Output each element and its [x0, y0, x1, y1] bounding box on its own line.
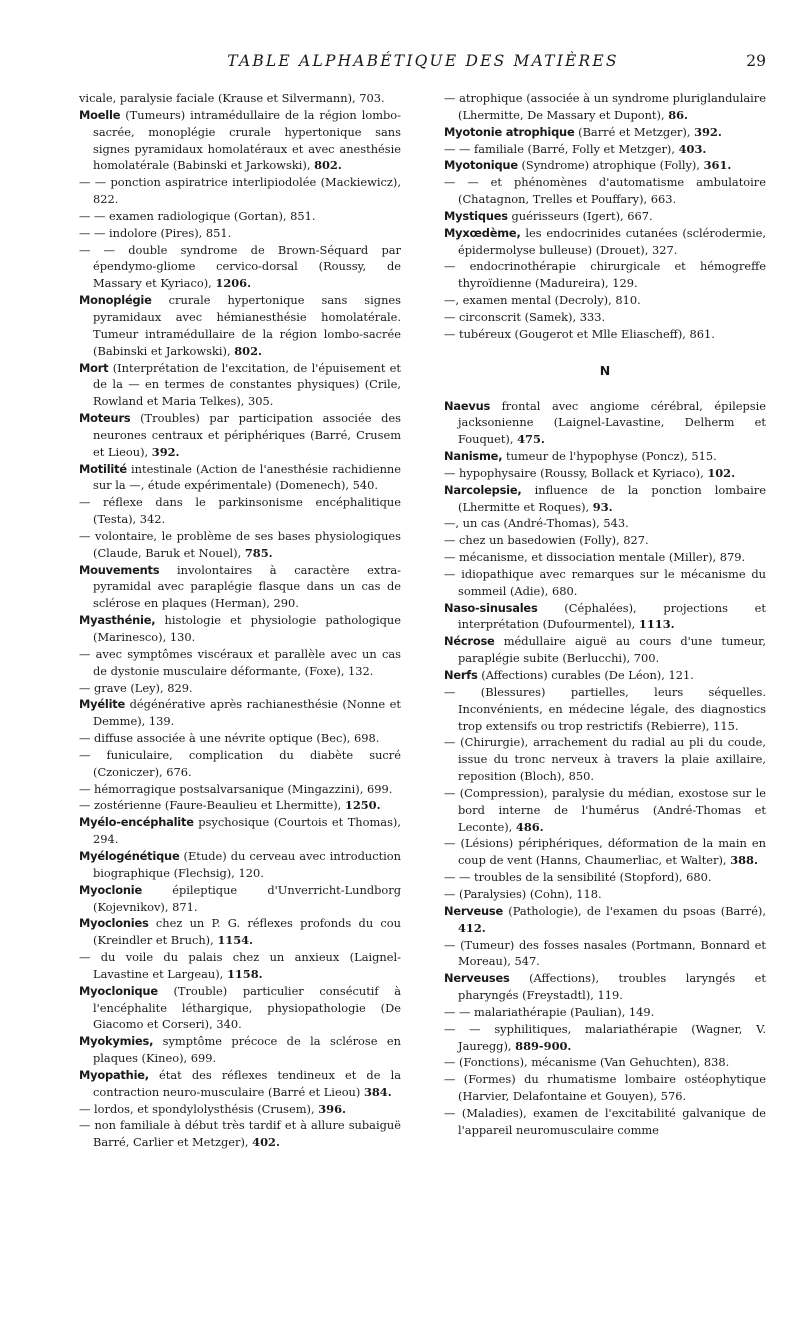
- entry-page-ref: 361.: [703, 158, 732, 173]
- entry-text: — funiculaire, complication du diabète sucré (Czoniczer), 676.: [79, 747, 401, 779]
- entry-text: — diffuse associée à une névrite optique (Bec), 698.: [79, 731, 380, 746]
- entry-text: psychosique (Courtois et Thomas), 294.: [93, 815, 401, 847]
- entry-headword: Narcolepsie,: [444, 482, 522, 497]
- entry-page-ref: 475.: [517, 432, 545, 447]
- index-entry: [79, 730, 401, 747]
- index-entry: [444, 869, 766, 886]
- index-entry: [79, 646, 401, 680]
- entry-text: — circonscrit (Samek), 333.: [444, 309, 606, 324]
- page-title: TABLE ALPHABÉTIQUE DES MATIÈRES: [227, 52, 619, 70]
- entry-headword: Mystiques: [444, 208, 508, 223]
- entry-headword: Nanisme,: [444, 449, 503, 464]
- entry-text: guérisseurs (Igert), 667.: [507, 208, 653, 223]
- entry-text: dégénérative après rachianesthésie (Nonne et Demme), 139.: [93, 697, 401, 729]
- entry-text: symptôme précoce de la sclérose en plaques (Kineo), 699.: [93, 1034, 401, 1066]
- entry-headword: Myasthénie,: [79, 613, 156, 628]
- entry-page-ref: 93.: [592, 499, 613, 514]
- index-entry: [444, 886, 766, 903]
- index-entry: [79, 915, 401, 949]
- entry-text: — chez un basedowien (Folly), 827.: [444, 533, 649, 548]
- entry-page-ref: 1158.: [226, 966, 263, 981]
- entry-text: frontal avec angiome cérébral, épilepsie jacksonienne (Laignel-Lavastine, Delherm et Fouquet),: [458, 398, 766, 447]
- entry-text: — (Blessures) partielles, leurs séquelles. Inconvénients, en médecine légale, des diagnostics trop extensifs ou trop restrictifs (Rebierre), 115.: [444, 684, 766, 733]
- index-entry: [444, 292, 766, 309]
- entry-text: (Trouble) particulier consécutif à l'encéphalite léthargique, physiopathologie (De Giacomo et Corseri), 340.: [93, 983, 401, 1032]
- index-entry: [444, 970, 766, 1004]
- entry-headword: Mouvements: [79, 562, 160, 577]
- entry-text: — grave (Ley), 829.: [79, 680, 193, 695]
- index-entry: [444, 1004, 766, 1021]
- entry-page-ref: 1154.: [217, 933, 254, 948]
- entry-text: intestinale (Action de l'anesthésie rachidienne sur la —, étude expérimentale) (Domenech), 540.: [93, 461, 401, 493]
- entry-text: — (Maladies), examen de l'excitabilité galvanique de l'appareil neuromusculaire comme: [444, 1105, 766, 1137]
- entry-headword: Mort: [79, 360, 109, 375]
- entry-headword: Nerveuses: [444, 971, 510, 986]
- index-entry: [79, 461, 401, 495]
- entry-text: chez un P. G. réflexes profonds du cou (Kreindler et Bruch),: [93, 916, 401, 948]
- entry-text: — réflexe dans le parkinsonisme encéphalitique (Testa), 342.: [79, 495, 401, 527]
- entry-headword: Nerfs: [444, 668, 478, 682]
- index-entry: [444, 465, 766, 482]
- index-entry: [444, 482, 766, 516]
- index-entry: [79, 882, 401, 916]
- index-entry: [444, 600, 766, 634]
- index-entry: [79, 90, 401, 107]
- index-entry: [444, 532, 766, 549]
- entry-text: — — ponction aspiratrice interlipiodolée (Mackiewicz), 822.: [79, 175, 401, 207]
- entry-text: (Etude) du cerveau avec introduction biographique (Flechsig), 120.: [93, 848, 401, 880]
- index-entry: [79, 781, 401, 798]
- index-entry: [79, 410, 401, 461]
- entry-headword: Nerveuse: [444, 903, 504, 918]
- entry-text: — du voile du palais chez un anxieux (Laignel-Lavastine et Largeau),: [79, 950, 401, 981]
- entry-page-ref: 785.: [244, 545, 273, 560]
- entry-text: (Affections) curables (De Léon), 121.: [477, 668, 694, 682]
- entry-text: — (Formes) du rhumatisme lombaire ostéophytique (Harvier, Delafontaine et Gouyen), 576.: [444, 1072, 766, 1104]
- entry-headword: Myélogénétique: [79, 848, 180, 863]
- entry-page-ref: 396.: [318, 1101, 346, 1116]
- entry-text: (Céphalées), projections et interprétation (Dufourmentel),: [458, 600, 766, 632]
- index-entry: [79, 612, 401, 646]
- entry-text: — (Chirurgie), arrachement du radial au pli du coude, issue du tronc nerveux à travers la plaie axillaire, reposition (Bloch), 850.: [444, 735, 766, 784]
- index-entry: [444, 1071, 766, 1105]
- index-entry: [79, 1067, 401, 1101]
- entry-text: (Interprétation de l'excitation, de l'épuisement et de la — en termes de constantes physiques) (Crile, Rowland et Maria Telkes), 305.: [93, 360, 401, 409]
- entry-text: — — et phénomènes d'automatisme ambulatoire (Chatagnon, Trelles et Pouffary), 663.: [444, 175, 766, 207]
- entry-page-ref: 102.: [707, 465, 736, 480]
- entry-text: involontaires à caractère extra-pyramidal avec paraplégie flasque dans un cas de sclérose en plaques (Herman), 290.: [93, 562, 401, 611]
- entry-page-ref: 402.: [252, 1135, 280, 1150]
- entry-page-ref: 384.: [363, 1084, 392, 1099]
- index-entry: [79, 292, 401, 359]
- index-entry: [444, 903, 766, 937]
- index-entry: [444, 785, 766, 836]
- entry-headword: Moteurs: [79, 411, 131, 426]
- index-entry: [79, 225, 401, 242]
- index-entry: [444, 515, 766, 532]
- index-entry: [444, 633, 766, 667]
- entry-text: — (Paralysies) (Cohn), 118.: [444, 886, 602, 901]
- entry-text: — — familiale (Barré, Folly et Metzger),: [444, 141, 679, 156]
- page-number: 29: [746, 52, 766, 70]
- entry-text: (Syndrome) atrophique (Folly),: [517, 158, 704, 173]
- entry-page-ref: 412.: [458, 920, 486, 935]
- index-column-right: [444, 90, 766, 1139]
- entry-text: (Affections), troubles laryngés et pharyngés (Freystadtl), 119.: [458, 971, 766, 1003]
- index-entry: [444, 90, 766, 124]
- entry-page-ref: 403.: [678, 141, 707, 156]
- index-entry: [444, 734, 766, 785]
- index-entry: [444, 1105, 766, 1139]
- entry-page-ref: 802.: [234, 343, 262, 358]
- entry-text: — — examen radiologique (Gortan), 851.: [79, 208, 316, 223]
- entry-headword: Moelle: [79, 107, 121, 122]
- index-entry: [79, 696, 401, 730]
- index-entry: [444, 835, 766, 869]
- index-entry: [444, 124, 766, 141]
- index-entry: [444, 1021, 766, 1055]
- entry-text: crurale hypertonique sans signes pyramidaux avec hémianesthésie homolatérale. Tumeur intramédullaire de la région lombo-sacrée (Babinski et Jarkowski),: [93, 293, 401, 358]
- entry-headword: Naso-sinusales: [444, 600, 538, 615]
- index-entry: [444, 566, 766, 600]
- index-entry: [444, 448, 766, 465]
- index-entry: [444, 141, 766, 158]
- entry-page-ref: 889-900.: [515, 1038, 572, 1053]
- entry-headword: Myélo-encéphalite: [79, 815, 194, 830]
- entry-headword: Monoplégie: [79, 293, 152, 308]
- entry-text: —, un cas (André-Thomas), 543.: [444, 516, 629, 531]
- entry-text: histologie et physiologie pathologique (Marinesco), 130.: [93, 613, 401, 644]
- index-column-left: [79, 90, 401, 1151]
- index-entry: [444, 937, 766, 971]
- entry-page-ref: 392.: [694, 124, 722, 139]
- index-entry: [79, 1117, 401, 1151]
- entry-text: — tubéreux (Gougerot et Mlle Eliascheff), 861.: [444, 326, 715, 341]
- index-entry: [79, 949, 401, 983]
- page-header: [80, 52, 766, 76]
- entry-text: (Troubles) par participation associée des neurones centraux et périphériques (Barré, Crusem et Lieou),: [93, 411, 401, 459]
- index-entry: [444, 208, 766, 225]
- index-entry: [444, 667, 766, 684]
- entry-text: les endocrinides cutanées (sclérodermie, épidermolyse bulleuse) (Drouet), 327.: [458, 225, 766, 257]
- index-entry: [79, 562, 401, 613]
- entry-text: (Tumeurs) intramédullaire de la région lombo-sacrée, monoplégie crurale hypertonique sans signes pyramidaux homolatéraux et avec anesthésie homolatérale (Babinski et Jarkowski),: [93, 107, 401, 173]
- index-entry: [79, 107, 401, 174]
- index-entry: [79, 814, 401, 848]
- index-entry: [444, 309, 766, 326]
- entry-text: — avec symptômes viscéraux et parallèle avec un cas de dystonie musculaire déformante, (Foxe), 132.: [79, 646, 401, 678]
- index-entry: [444, 225, 766, 259]
- index-entry: [79, 208, 401, 225]
- entry-page-ref: 486.: [515, 819, 544, 834]
- index-entry: [79, 360, 401, 411]
- entry-text: — hémorragique postsalvarsanique (Mingazzini), 699.: [79, 781, 393, 796]
- entry-page-ref: 86.: [668, 107, 689, 122]
- index-entry: [79, 1101, 401, 1118]
- entry-text: — atrophique (associée à un syndrome pluriglandulaire (Lhermitte, De Massary et Dupont),: [444, 91, 766, 122]
- entry-text: — hypophysaire (Roussy, Bollack et Kyriaco),: [444, 465, 708, 480]
- index-entry: [444, 326, 766, 343]
- entry-text: — — double syndrome de Brown-Séquard par épendymo-gliome cervico-dorsal (Roussy, de Massary et Kyriaco),: [79, 242, 401, 291]
- entry-page-ref: 392.: [151, 444, 180, 459]
- entry-text: — volontaire, le problème de ses bases physiologiques (Claude, Baruk et Nouel),: [79, 528, 401, 560]
- entry-text: — (Lésions) périphériques, déformation de la main en coup de vent (Hanns, Chaumerliac, et Walter),: [444, 836, 766, 868]
- index-entry: [444, 258, 766, 292]
- entry-headword: Motilité: [79, 461, 127, 476]
- entry-text: médullaire aiguë au cours d'une tumeur, paraplégie subite (Berlucchi), 700.: [458, 634, 766, 666]
- index-entry: [79, 747, 401, 781]
- index-entry: [79, 494, 401, 528]
- entry-text: état des réflexes tendineux et de la contraction neuro-musculaire (Barré et Lieou): [93, 1067, 401, 1099]
- entry-headword: Myxœdème,: [444, 225, 521, 240]
- index-entry: [79, 528, 401, 562]
- entry-page-ref: 1250.: [344, 798, 381, 813]
- entry-page-ref: 388.: [730, 853, 758, 868]
- entry-headword: Myélite: [79, 697, 126, 712]
- index-entry: [79, 680, 401, 697]
- entry-headword: Myoclonie: [79, 882, 143, 897]
- section-letter: N: [599, 362, 611, 378]
- entry-text: — (Tumeur) des fosses nasales (Portmann, Bonnard et Moreau), 547.: [444, 937, 766, 969]
- entry-headword: Naevus: [444, 398, 491, 413]
- entry-text: — endocrinothérapie chirurgicale et hémogreffe thyroïdienne (Madureira), 129.: [444, 259, 766, 291]
- index-entry: [444, 398, 766, 449]
- entry-headword: Myotonie atrophique: [444, 124, 575, 139]
- entry-page-ref: 802.: [314, 158, 342, 173]
- index-entry: [79, 242, 401, 293]
- index-entry: [79, 174, 401, 208]
- index-entry: [79, 983, 401, 1034]
- index-entry: [444, 174, 766, 208]
- entry-text: — — malariathérapie (Paulian), 149.: [444, 1004, 655, 1019]
- entry-text: tumeur de l'hypophyse (Poncz), 515.: [502, 449, 717, 464]
- entry-text: influence de la ponction lombaire (Lhermitte et Roques),: [458, 482, 766, 514]
- index-entry: [444, 549, 766, 566]
- entry-headword: Nécrose: [444, 634, 495, 649]
- entry-headword: Myoclonies: [79, 916, 149, 931]
- entry-text: — zostérienne (Faure-Beaulieu et Lhermitte),: [79, 798, 345, 813]
- entry-text: — — indolore (Pires), 851.: [79, 225, 232, 240]
- index-entry: [444, 1054, 766, 1071]
- entry-headword: Myokymies,: [79, 1034, 154, 1049]
- entry-text: — (Compression), paralysie du médian, exostose sur le bord interne de l'humérus (André-Thomas et Leconte),: [444, 785, 766, 834]
- index-entry: [444, 684, 766, 735]
- entry-page-ref: 1206.: [215, 276, 252, 291]
- entry-text: — idiopathique avec remarques sur le mécanisme du sommeil (Adie), 680.: [444, 566, 766, 598]
- entry-text: — (Fonctions), mécanisme (Van Gehuchten), 838.: [444, 1055, 730, 1070]
- entry-headword: Myopathie,: [79, 1067, 149, 1082]
- entry-page-ref: 1113.: [638, 617, 675, 632]
- entry-text: (Pathologie), de l'examen du psoas (Barré),: [503, 903, 766, 918]
- entry-text: — non familiale à début très tardif et à allure subaiguë Barré, Carlier et Metzger),: [79, 1118, 401, 1150]
- entry-text: — mécanisme, et dissociation mentale (Miller), 879.: [444, 550, 746, 565]
- entry-text: — — syphilitiques, malariathérapie (Wagner, V. Jauregg),: [444, 1021, 766, 1053]
- index-entry: [79, 797, 401, 814]
- entry-text: — lordos, et spondylolysthésis (Crusem),: [79, 1101, 319, 1116]
- entry-text: épileptique d'Unverricht-Lundborg (Kojevnikov), 871.: [93, 882, 401, 914]
- index-entry: [79, 1033, 401, 1067]
- entry-text: —, examen mental (Decroly), 810.: [444, 293, 641, 308]
- entry-text: — — troubles de la sensibilité (Stopford), 680.: [444, 870, 712, 885]
- entry-headword: Myoclonique: [79, 983, 158, 998]
- entry-headword: Myotonique: [444, 158, 518, 173]
- index-entry: [444, 157, 766, 174]
- entry-text: vicale, paralysie faciale (Krause et Silvermann), 703.: [79, 91, 385, 105]
- index-entry: [79, 848, 401, 882]
- entry-text: (Barré et Metzger),: [574, 124, 695, 139]
